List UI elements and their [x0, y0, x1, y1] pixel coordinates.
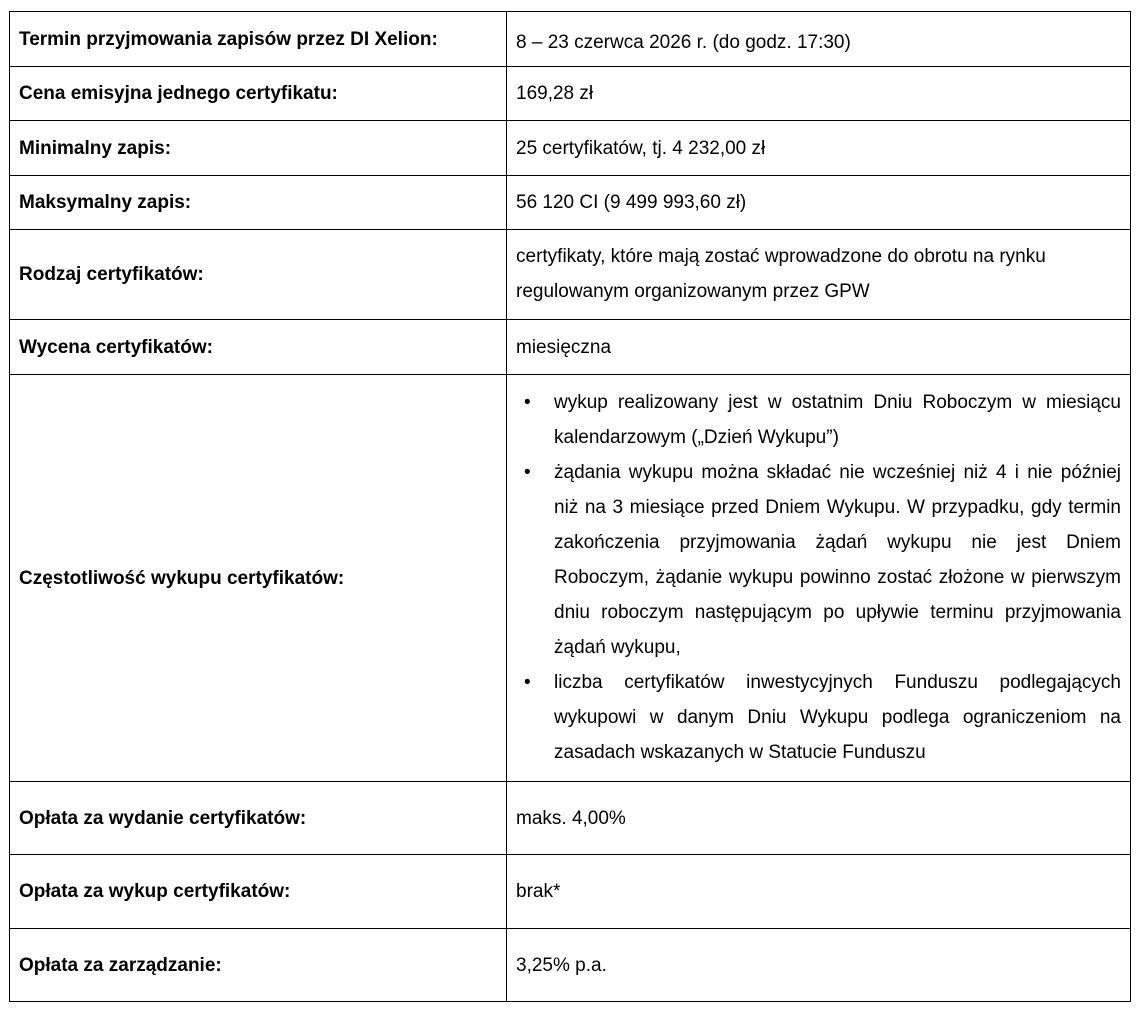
row-label: Wycena certyfikatów:: [10, 320, 507, 375]
table-row: [10, 121, 1131, 176]
table-row: [10, 320, 1131, 375]
row-label: Częstotliwość wykupu certyfikatów:: [10, 375, 507, 782]
table-row: [10, 855, 1131, 929]
row-label: Opłata za wydanie certyfikatów:: [10, 782, 507, 855]
table-row: [10, 12, 1131, 67]
row-label: Maksymalny zapis:: [10, 176, 507, 230]
row-value: brak*: [507, 855, 1131, 929]
row-value: [507, 375, 1131, 782]
row-value: 56 120 CI (9 499 993,60 zł): [507, 176, 1131, 230]
row-label: Cena emisyjna jednego certyfikatu:: [10, 67, 507, 121]
bullet-item: • wykup realizowany jest w ostatnim Dniu Roboczym w miesiącu kalendarzowym („Dzień Wykupu”): [554, 385, 1121, 455]
bullet-item: • liczba certyfikatów inwestycyjnych Funduszu podlegających wykupowi w danym Dniu Wykupu podlega ograniczeniom na zasadach wskazanych w Statucie Funduszu: [554, 665, 1121, 770]
row-value: miesięczna: [507, 320, 1131, 375]
row-value: 3,25% p.a.: [507, 929, 1131, 1002]
table-row: [10, 67, 1131, 121]
bullet-list: [516, 385, 1121, 770]
row-label: Opłata za zarządzanie:: [10, 929, 507, 1002]
table-row: [10, 929, 1131, 1002]
table-row: [10, 176, 1131, 230]
row-value: maks. 4,00%: [507, 782, 1131, 855]
row-value: 8 – 23 czerwca 2026 r. (do godz. 17:30): [507, 12, 1131, 67]
terms-table: [9, 11, 1131, 1002]
table-row: [10, 375, 1131, 782]
row-label: Termin przyjmowania zapisów przez DI Xelion:: [10, 12, 507, 67]
row-value: 169,28 zł: [507, 67, 1131, 121]
row-label: Minimalny zapis:: [10, 121, 507, 176]
row-value: certyfikaty, które mają zostać wprowadzone do obrotu na rynku regulowanym organizowanym przez GPW: [507, 230, 1131, 320]
row-label: Rodzaj certyfikatów:: [10, 230, 507, 320]
row-value: 25 certyfikatów, tj. 4 232,00 zł: [507, 121, 1131, 176]
row-label: Opłata za wykup certyfikatów:: [10, 855, 507, 929]
bullet-item: • żądania wykupu można składać nie wcześniej niż 4 i nie później niż na 3 miesiące przed Dniem Wykupu. W przypadku, gdy termin zakończenia przyjmowania żądań wykupu nie jest Dniem Roboczym, żądanie wykupu powinno zostać złożone w pierwszym dniu roboczym następującym po upływie terminu przyjmowania żądań wykupu,: [554, 455, 1121, 665]
table-row: [10, 782, 1131, 855]
table-row: [10, 230, 1131, 320]
